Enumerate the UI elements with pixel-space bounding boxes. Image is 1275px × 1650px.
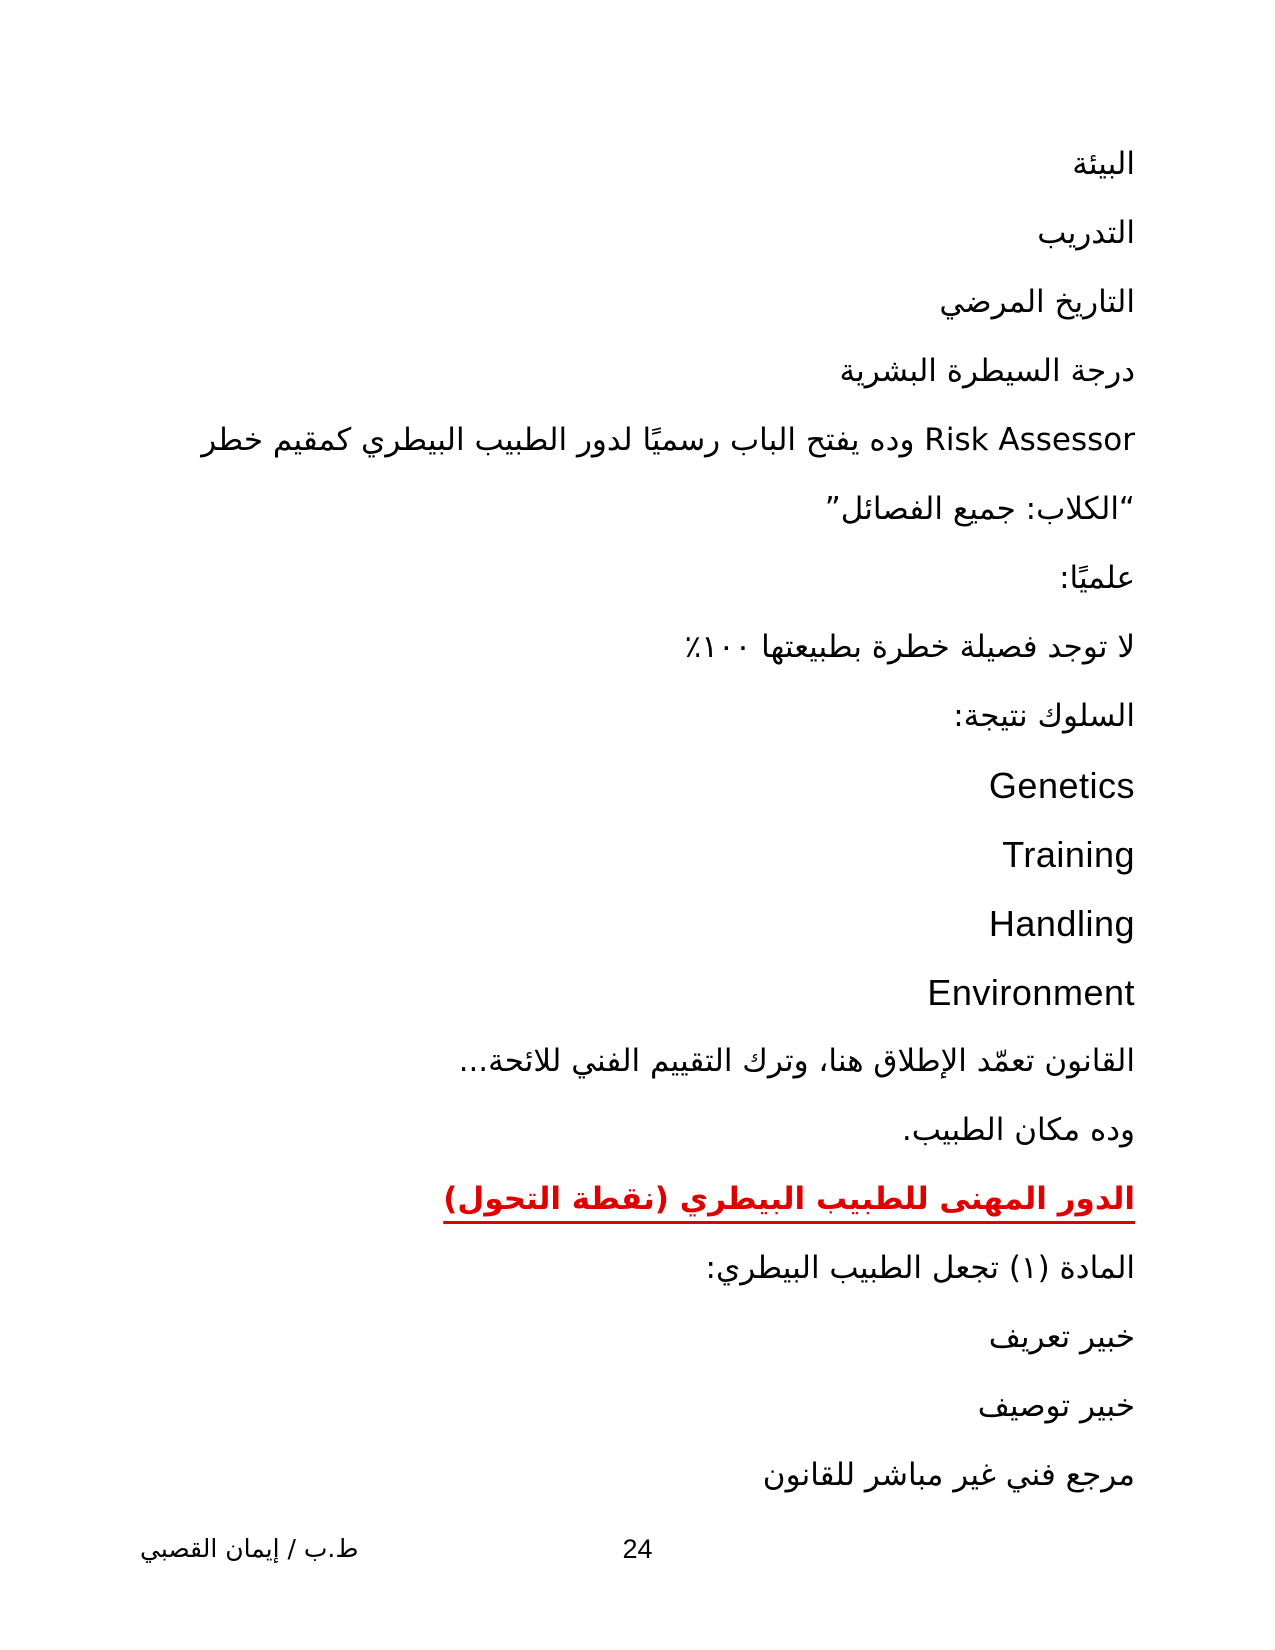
- text-line: لا توجد فصيلة خطرة بطبيعتها ١٠٠٪: [684, 629, 1135, 665]
- text-line: Risk Assessor وده يفتح الباب رسميًا لدور الطبيب البيطري كمقيم خطر: [201, 422, 1135, 458]
- text-line: خبير تعريف: [988, 1319, 1135, 1355]
- text-line: درجة السيطرة البشرية: [839, 353, 1135, 389]
- footer-author-credit: ط.ب / إيمان القصبي: [140, 1534, 359, 1563]
- text-line: Genetics: [988, 765, 1135, 806]
- text-line: مرجع فني غير مباشر للقانون: [762, 1457, 1135, 1493]
- text-line: التاريخ المرضي: [939, 284, 1135, 320]
- document-body: [100, 130, 1135, 1510]
- text-line: خبير توصيف: [977, 1388, 1135, 1424]
- text-line: السلوك نتيجة:: [953, 698, 1135, 734]
- text-line: علميًا:: [1059, 560, 1135, 596]
- section-heading: الدور المهنى للطبيب البيطري (نقطة التحول): [443, 1181, 1135, 1217]
- text-line: Environment: [927, 972, 1135, 1013]
- text-line: وده مكان الطبيب.: [901, 1112, 1135, 1148]
- text-line: البيئة: [1072, 146, 1135, 182]
- text-line: القانون تعمّد الإطلاق هنا، وترك التقييم الفني للائحة...: [458, 1043, 1135, 1079]
- footer-page-number: 24: [622, 1534, 653, 1564]
- text-line: التدريب: [1037, 215, 1135, 251]
- text-line: Handling: [988, 903, 1135, 944]
- text-line: المادة (١) تجعل الطبيب البيطري:: [705, 1250, 1135, 1286]
- text-line: Training: [1002, 834, 1135, 875]
- text-line: “الكلاب: جميع الفصائل”: [824, 491, 1135, 527]
